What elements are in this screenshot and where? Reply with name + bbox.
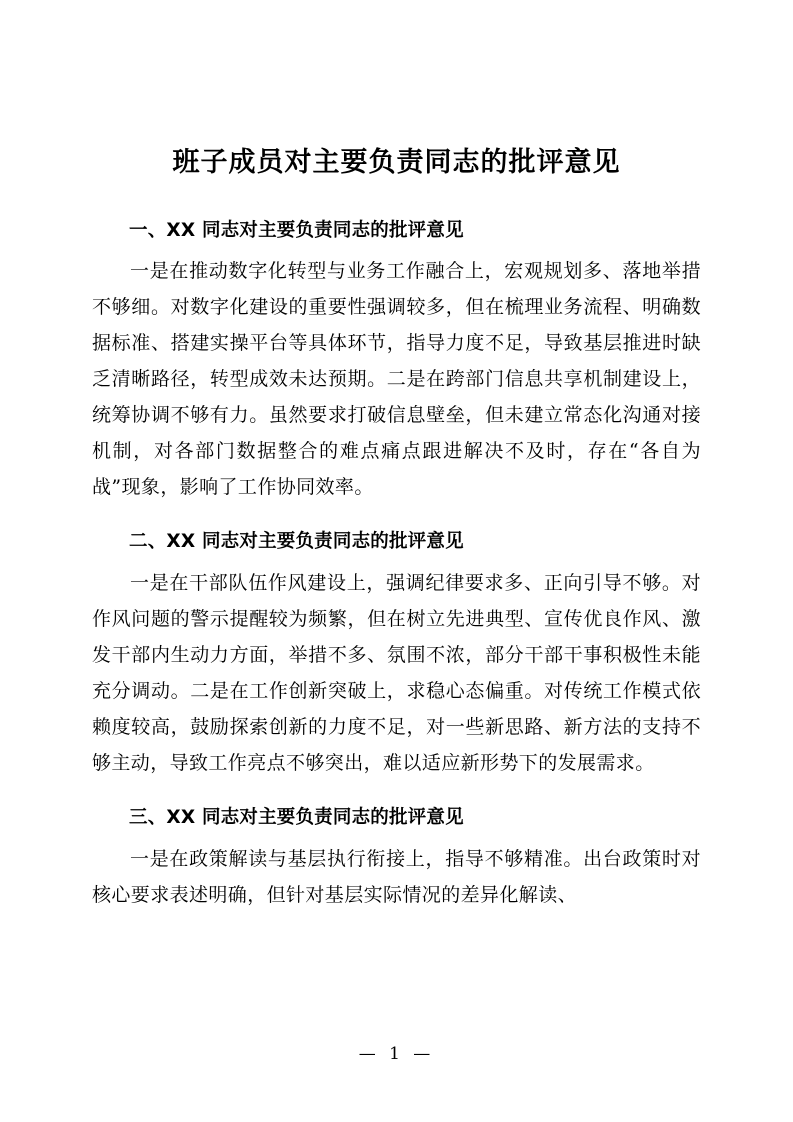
section-body-1: 一是在推动数字化转型与业务工作融合上，宏观规划多、落地举措不够细。对数字化建设的重要性强调较多，但在梳理业务流程、明确数据标准、搭建实操平台等具体环节，指导力度不足，导致基层推进时缺乏清晰路径，转型成效未达预期。二是在跨部门信息共享机制建设上，统筹协调不够有力。虽然要求打破信息壁垒，但未建立常态化沟通对接机制，对各部门数据整合的难点痛点跟进解决不及时，存在“各自为战”现象，影响了工作协同效率。	[92, 260, 701, 499]
section-heading-1: 一、XX 同志对主要负责同志的批评意见	[129, 219, 464, 241]
page-number: — 1 —	[358, 1044, 435, 1064]
section-heading-2: 二、XX 同志对主要负责同志的批评意见	[129, 531, 464, 553]
page-title: 班子成员对主要负责同志的批评意见	[172, 147, 621, 178]
section-heading-3: 三、XX 同志对主要负责同志的批评意见	[129, 806, 464, 828]
section-body-3: 一是在政策解读与基层执行衔接上，指导不够精准。出台政策时对核心要求表述明确，但针对基层实际情况的差异化解读、	[92, 847, 701, 906]
section-body-2: 一是在干部队伍作风建设上，强调纪律要求多、正向引导不够。对作风问题的警示提醒较为频繁，但在树立先进典型、宣传优良作风、激发干部内生动力方面，举措不多、氛围不浓，部分干部干事积极性未能充分调动。二是在工作创新突破上，求稳心态偏重。对传统工作模式依赖度较高，鼓励探索创新的力度不足，对一些新思路、新方法的支持不够主动，导致工作亮点不够突出，难以适应新形势下的发展需求。	[92, 571, 701, 774]
